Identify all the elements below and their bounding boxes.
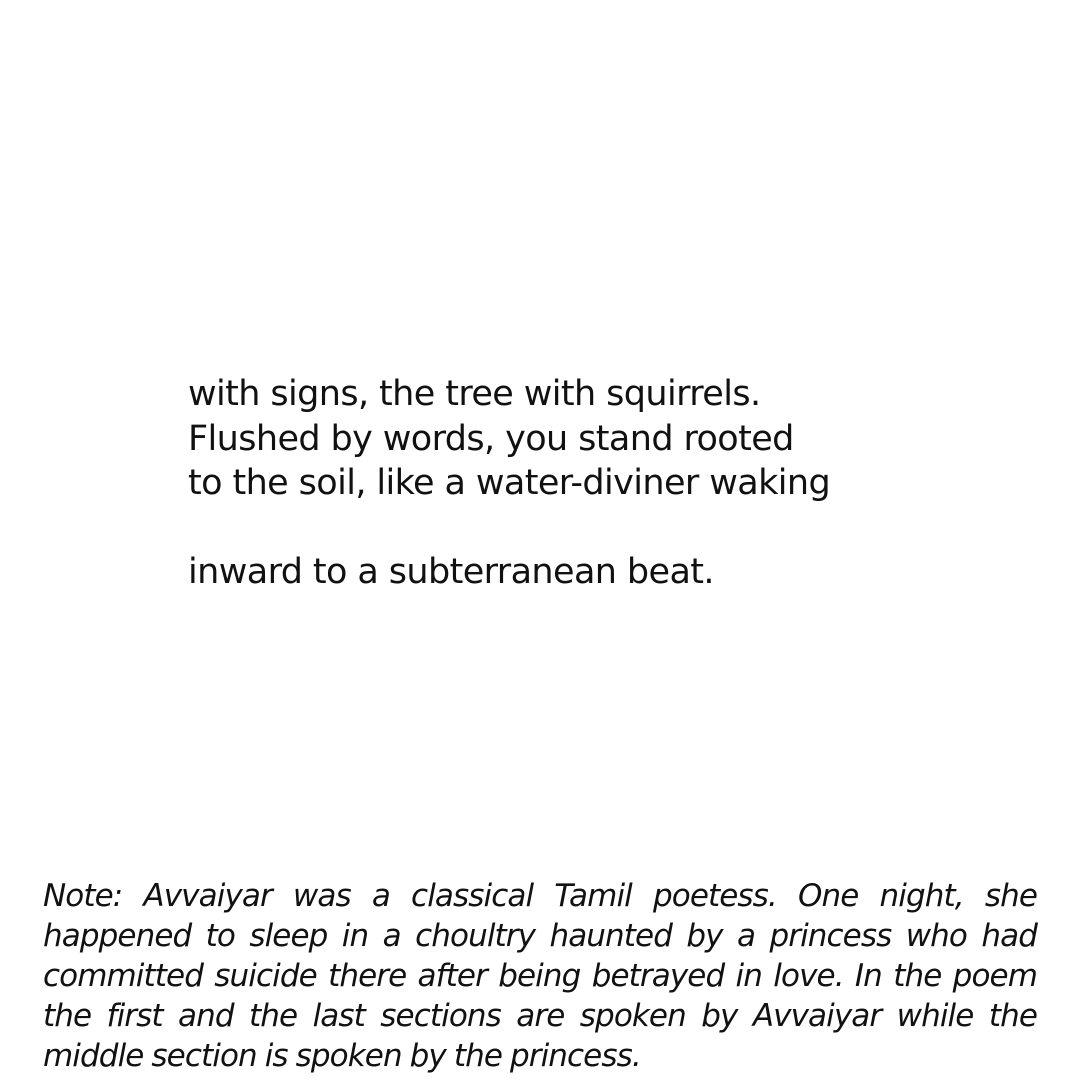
stanza-break: [188, 506, 1008, 551]
poem-line: to the soil, like a water-diviner waking: [188, 463, 831, 503]
poem-line: inward to a subterranean beat.: [188, 552, 714, 592]
poem-stanza: [188, 372, 1008, 595]
poem-line: Flushed by words, you stand rooted: [188, 418, 794, 459]
poem-line: with signs, the tree with squirrels.: [188, 374, 761, 414]
footnote: Note: Avvaiyar was a classical Tamil poetess. One night, she happened to sleep in a choultry haunted by a princess who had committed suicide there after being betrayed in love. In the poem the first and the last sections are spoken by Avvaiyar while the middle section is spoken by the princess.: [43, 878, 1037, 1074]
